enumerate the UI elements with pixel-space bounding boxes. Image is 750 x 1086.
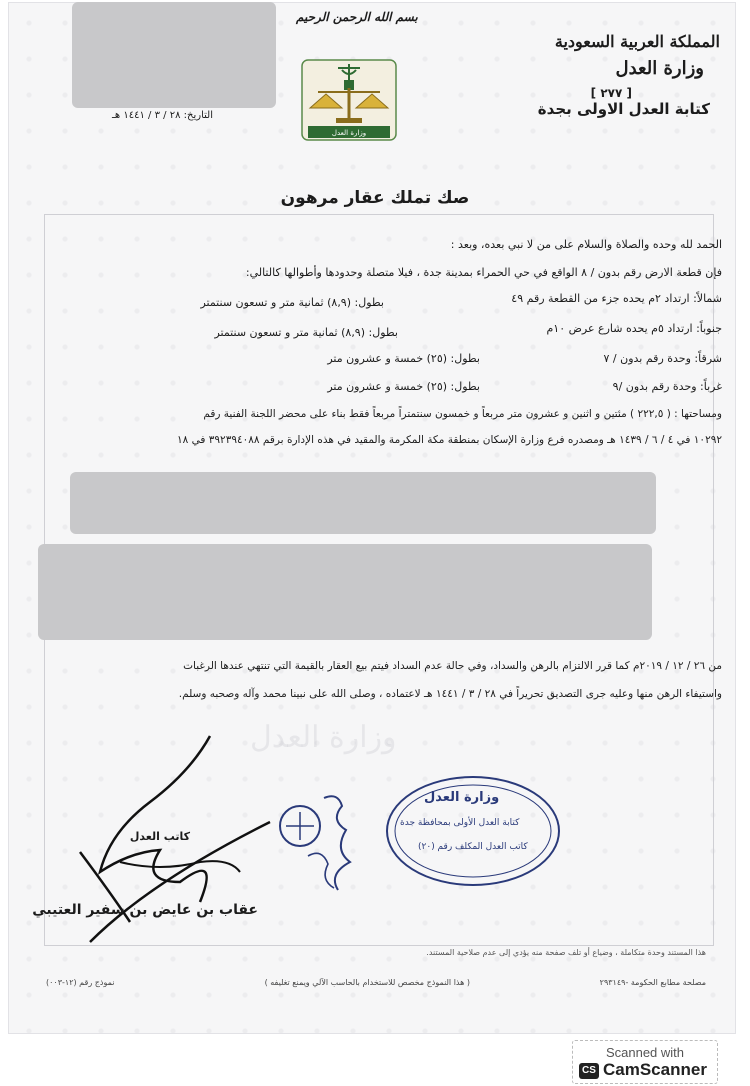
body-area: ومساحتها : ( ٢٢٢,٥ ) مئتين و اثنين و عشرون متر مربعاً و خمسون سنتمتراً مربعاً فقط بناء على محضر اللجنة الفنية رقم (203, 408, 722, 420)
form-number: نموذج رقم (١٢-٠٠٣) (46, 978, 115, 987)
redacted-block (70, 472, 656, 534)
watermark: وزارة العدل (250, 720, 397, 755)
scanned-with-label: Scanned with (605, 1045, 685, 1060)
body-reference: ١٠٢٩٢ في ٤ / ٦ / ١٤٣٩ هـ ومصدره فرع وزارة الإسكان بمنطقة مكة المكرمة والمقيد في هذه الإدارة برقم ٣٩٢٣٩٤٠٨٨ في ١٨ (177, 434, 722, 446)
body-closing-2: واستيفاء الرهن منها وعليه جرى التصديق تحريراً في ٢٨ / ٣ / ١٤٤١ هـ لاعتماده ، وصلى الله على نبينا محمد وآله وصحبه وسلم. (178, 688, 722, 700)
document-number: [ ٢٧٧ ] (590, 86, 632, 100)
boundary-south: جنوباً: ارتداد ٥م يحده شارع عرض ١٠م (546, 322, 722, 335)
boundary-west-length: بطول: (٢٥) خمسة و عشرون متر (327, 380, 480, 393)
camscanner-name: CamScanner (603, 1060, 707, 1079)
body-property-line: فإن قطعة الارض رقم بدون / ٨ الواقع في حي الحمراء بمدينة جدة ، فيلا متصلة وحدودها وأطوالها كالتالي: (245, 266, 722, 279)
ministry-emblem-icon (298, 58, 400, 142)
emblem-label: وزارة العدل (331, 129, 367, 137)
boundary-north: شمالاً: ارتداد ٢م يحده جزء من القطعة رقم ٤٩ (511, 292, 722, 305)
footer-restriction: ( هذا النموذج مخصص للاستخدام بالحاسب الآلي ويمنع تغليفه ) (264, 978, 470, 987)
footer-printing: مصلحة مطابع الحكومة -٢٩٣١٤٩ (599, 978, 706, 987)
boundary-west: غرباً: وحدة رقم بدون /٩ (612, 380, 722, 393)
boundary-north-length: بطول: (٨,٩) ثمانية متر و تسعون سنتمتر (200, 296, 384, 309)
document-date: التاريخ: ٢٨ / ٣ / ١٤٤١ هـ (112, 110, 213, 121)
boundary-east: شرقاً: وحدة رقم بدون / ٧ (603, 352, 722, 365)
stamp-line-1: وزارة العدل (424, 790, 500, 805)
office-heading: كتابة العدل الاولى بجدة (537, 100, 710, 118)
stamp-line-3: كاتب العدل المكلف رقم (٢٠) (418, 842, 528, 852)
stamp-line-2: كتابة العدل الأولى بمحافظة جدة (400, 818, 520, 828)
kingdom-heading: المملكة العربية السعودية (554, 32, 720, 51)
basmala: بسم الله الرحمن الرحيم (296, 10, 418, 24)
redacted-block (72, 2, 276, 108)
boundary-east-length: بطول: (٢٥) خمسة و عشرون متر (327, 352, 480, 365)
boundary-south-length: بطول: (٨,٩) ثمانية متر و تسعون سنتمتر (214, 326, 398, 339)
camscanner-logo-icon: CS (579, 1063, 599, 1079)
footer-note: هذا المستند وحدة متكاملة ، وضياع أو تلف صفحة منه يؤدي إلى عدم صلاحية المستند. (426, 948, 706, 957)
body-intro: الحمد لله وحده والصلاة والسلام على من لا نبي بعده، وبعد : (450, 238, 722, 251)
ministry-heading: وزارة العدل (615, 58, 704, 79)
redacted-block (38, 544, 652, 640)
body-closing-1: من ٢٦ / ١٢ / ٢٠١٩م كما قرر الالتزام بالرهن والسداد، وفي حالة عدم السداد فيتم بيع العقار بالقيمة التي تنتهي عندها الرغبات (183, 660, 722, 672)
document-title: صك تملك عقار مرهون (280, 188, 470, 208)
signatory-title: كاتب العدل (129, 830, 190, 843)
camscanner-badge (572, 1040, 718, 1084)
signatory-name: عقاب بن عايض بن سفير العتيبي (32, 902, 258, 918)
